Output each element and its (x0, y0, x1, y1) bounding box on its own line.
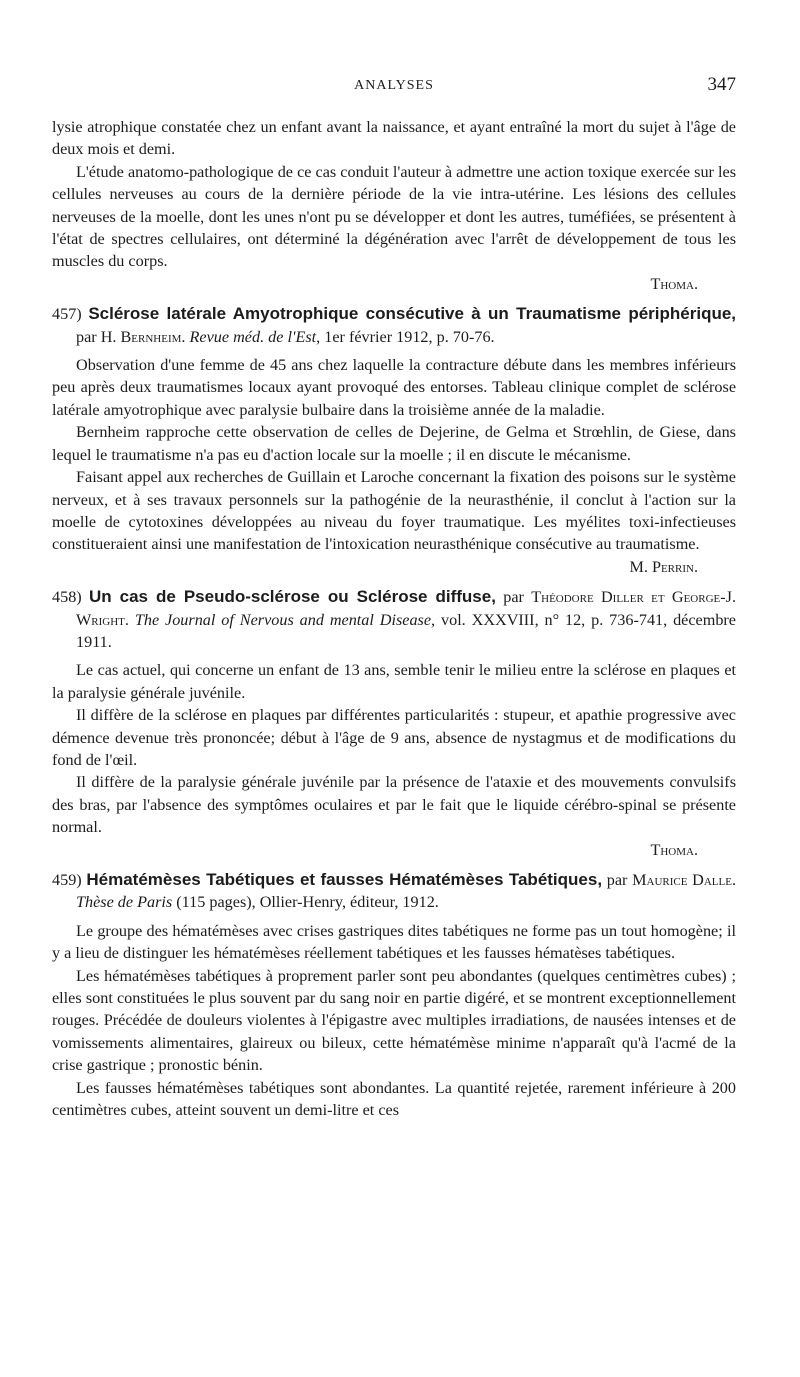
entry-reference: vol. XXXVIII, n° 12, p. 736-741, décembre 1911. (76, 610, 736, 651)
entry-title: Hématémèses Tabétiques et fausses Hématémèses Tabétiques, (86, 870, 603, 889)
page-body (52, 116, 736, 1121)
entry-by: par (606, 871, 628, 889)
entry-journal: Revue méd. de l'Est, (189, 327, 321, 346)
paragraph: Il diffère de la paralysie générale juvénile par la présence de l'ataxie et des mouvements convulsifs des bras, par l'absence des symptômes oculaires et par le fait que le liquide cérébro-spinal se présente normal. (52, 773, 736, 837)
entry-author: Maurice Dalle. (632, 871, 737, 889)
paragraph: Les hématémèses tabétiques à proprement parler sont peu abondantes (quelques centimètres cubes) ; elles sont constituées le plus souvent par du sang noir en partie digéré, et se montrent exceptionnellement rouges. Précédée de douleurs violentes à l'épigastre avec multiples irradiations, de nausées intenses et de vomissements alimentaires, glaireux ou bileux, cette hématémèse minime n'apparaît qu'à l'acmé de la crise gastrique ; pronostic bénin. (52, 966, 736, 1075)
entry-author: Théodore Diller et George-J. Wright. (76, 588, 736, 629)
signature: Thoma. (650, 274, 698, 293)
paragraph: Observation d'une femme de 45 ans chez laquelle la contracture débute dans les membres inférieurs peu après deux traumatismes locaux ayant provoqué des entorses. Tableau clinique complet de sclérose latérale amyotrophique avec paralysie bulbaire dans la troisième année de la maladie. (52, 356, 736, 419)
paragraph: Il diffère de la sclérose en plaques par différentes particularités : stupeur, et apathie progressive avec démence devenue très prononcée; début à l'âge de 9 ans, absence de nystagmus et de modifications du fond de l'œil. (52, 706, 736, 769)
signature: M. Perrin. (629, 557, 698, 576)
entry-journal: Thèse de Paris (76, 893, 173, 912)
entry-title: Un cas de Pseudo-sclérose ou Sclérose diffuse, (88, 587, 496, 607)
entry-reference: 1er février 1912, p. 70-76. (324, 327, 495, 346)
paragraph: lysie atrophique constatée chez un enfant avant la naissance, et ayant entraîné la mort du sujet à l'âge de deux mois et demi. (52, 118, 736, 159)
entry-journal: The Journal of Nervous and mental Disease, (134, 610, 436, 629)
entry-heading-458 (52, 586, 736, 653)
entry-title: Sclérose latérale Amyotrophique consécutive à un Traumatisme périphérique, (88, 304, 737, 324)
entry-author: H. Bernheim. (100, 327, 186, 346)
signature: Thoma. (650, 840, 698, 859)
page-number: 347 (707, 74, 736, 95)
entry-number: 458) (52, 588, 82, 607)
entry-by: par (76, 327, 97, 346)
entry-heading-459 (52, 869, 736, 914)
paragraph: Les fausses hématémèses tabétiques sont abondantes. La quantité rejetée, rarement inférieure à 200 centimètres cubes, atteint souvent un demi-litre et ces (52, 1078, 736, 1120)
entry-heading-457 (52, 303, 736, 348)
running-header (52, 72, 736, 102)
entry-reference: (115 pages), Ollier-Henry, éditeur, 1912. (176, 893, 439, 912)
running-title: ANALYSES (354, 78, 434, 93)
paragraph: Faisant appel aux recherches de Guillain et Laroche concernant la fixation des poisons sur le système nerveux, et à ses travaux personnels sur la pathogénie de la neurasthénie, il conclut à l'action sur la moelle de cytotoxines développées au niveau du foyer traumatique. Les myélites toxi-infectieuses constitueraient ainsi une manifestation de l'intoxication neurasthénique consécutive au traumatisme. (52, 468, 736, 554)
entry-number: 459) (52, 871, 82, 889)
paragraph: Le groupe des hématémèses avec crises gastriques dites tabétiques ne forme pas un tout homogène; il y a lieu de distinguer les hématémèses réellement tabétiques et les fausses hématèses tabétiques. (52, 921, 736, 963)
paragraph: Le cas actuel, qui concerne un enfant de 13 ans, semble tenir le milieu entre la sclérose en plaques et la paralysie générale juvénile. (52, 661, 736, 702)
paragraph: L'étude anatomo-pathologique de ce cas conduit l'auteur à admettre une action toxique exercée sur les cellules nerveuses au cours de la dernière période de la vie intra-utérine. Les lésions des cellules nerveuses de la moelle, dont les unes n'ont pu se développer et dont les autres, tuméfiées, se présentent à l'état de spectres cellulaires, ont déterminé la dégénération avec l'arrêt de développement de tous les muscles du corps. (52, 162, 736, 271)
paragraph: Bernheim rapproche cette observation de celles de Dejerine, de Gelma et Strœhlin, de Giese, dans lequel le traumatisme n'a pas eu d'action locale sur la moelle ; il en discute le mécanisme. (52, 423, 736, 464)
entry-by: par (503, 588, 524, 607)
entry-number: 457) (52, 305, 82, 324)
